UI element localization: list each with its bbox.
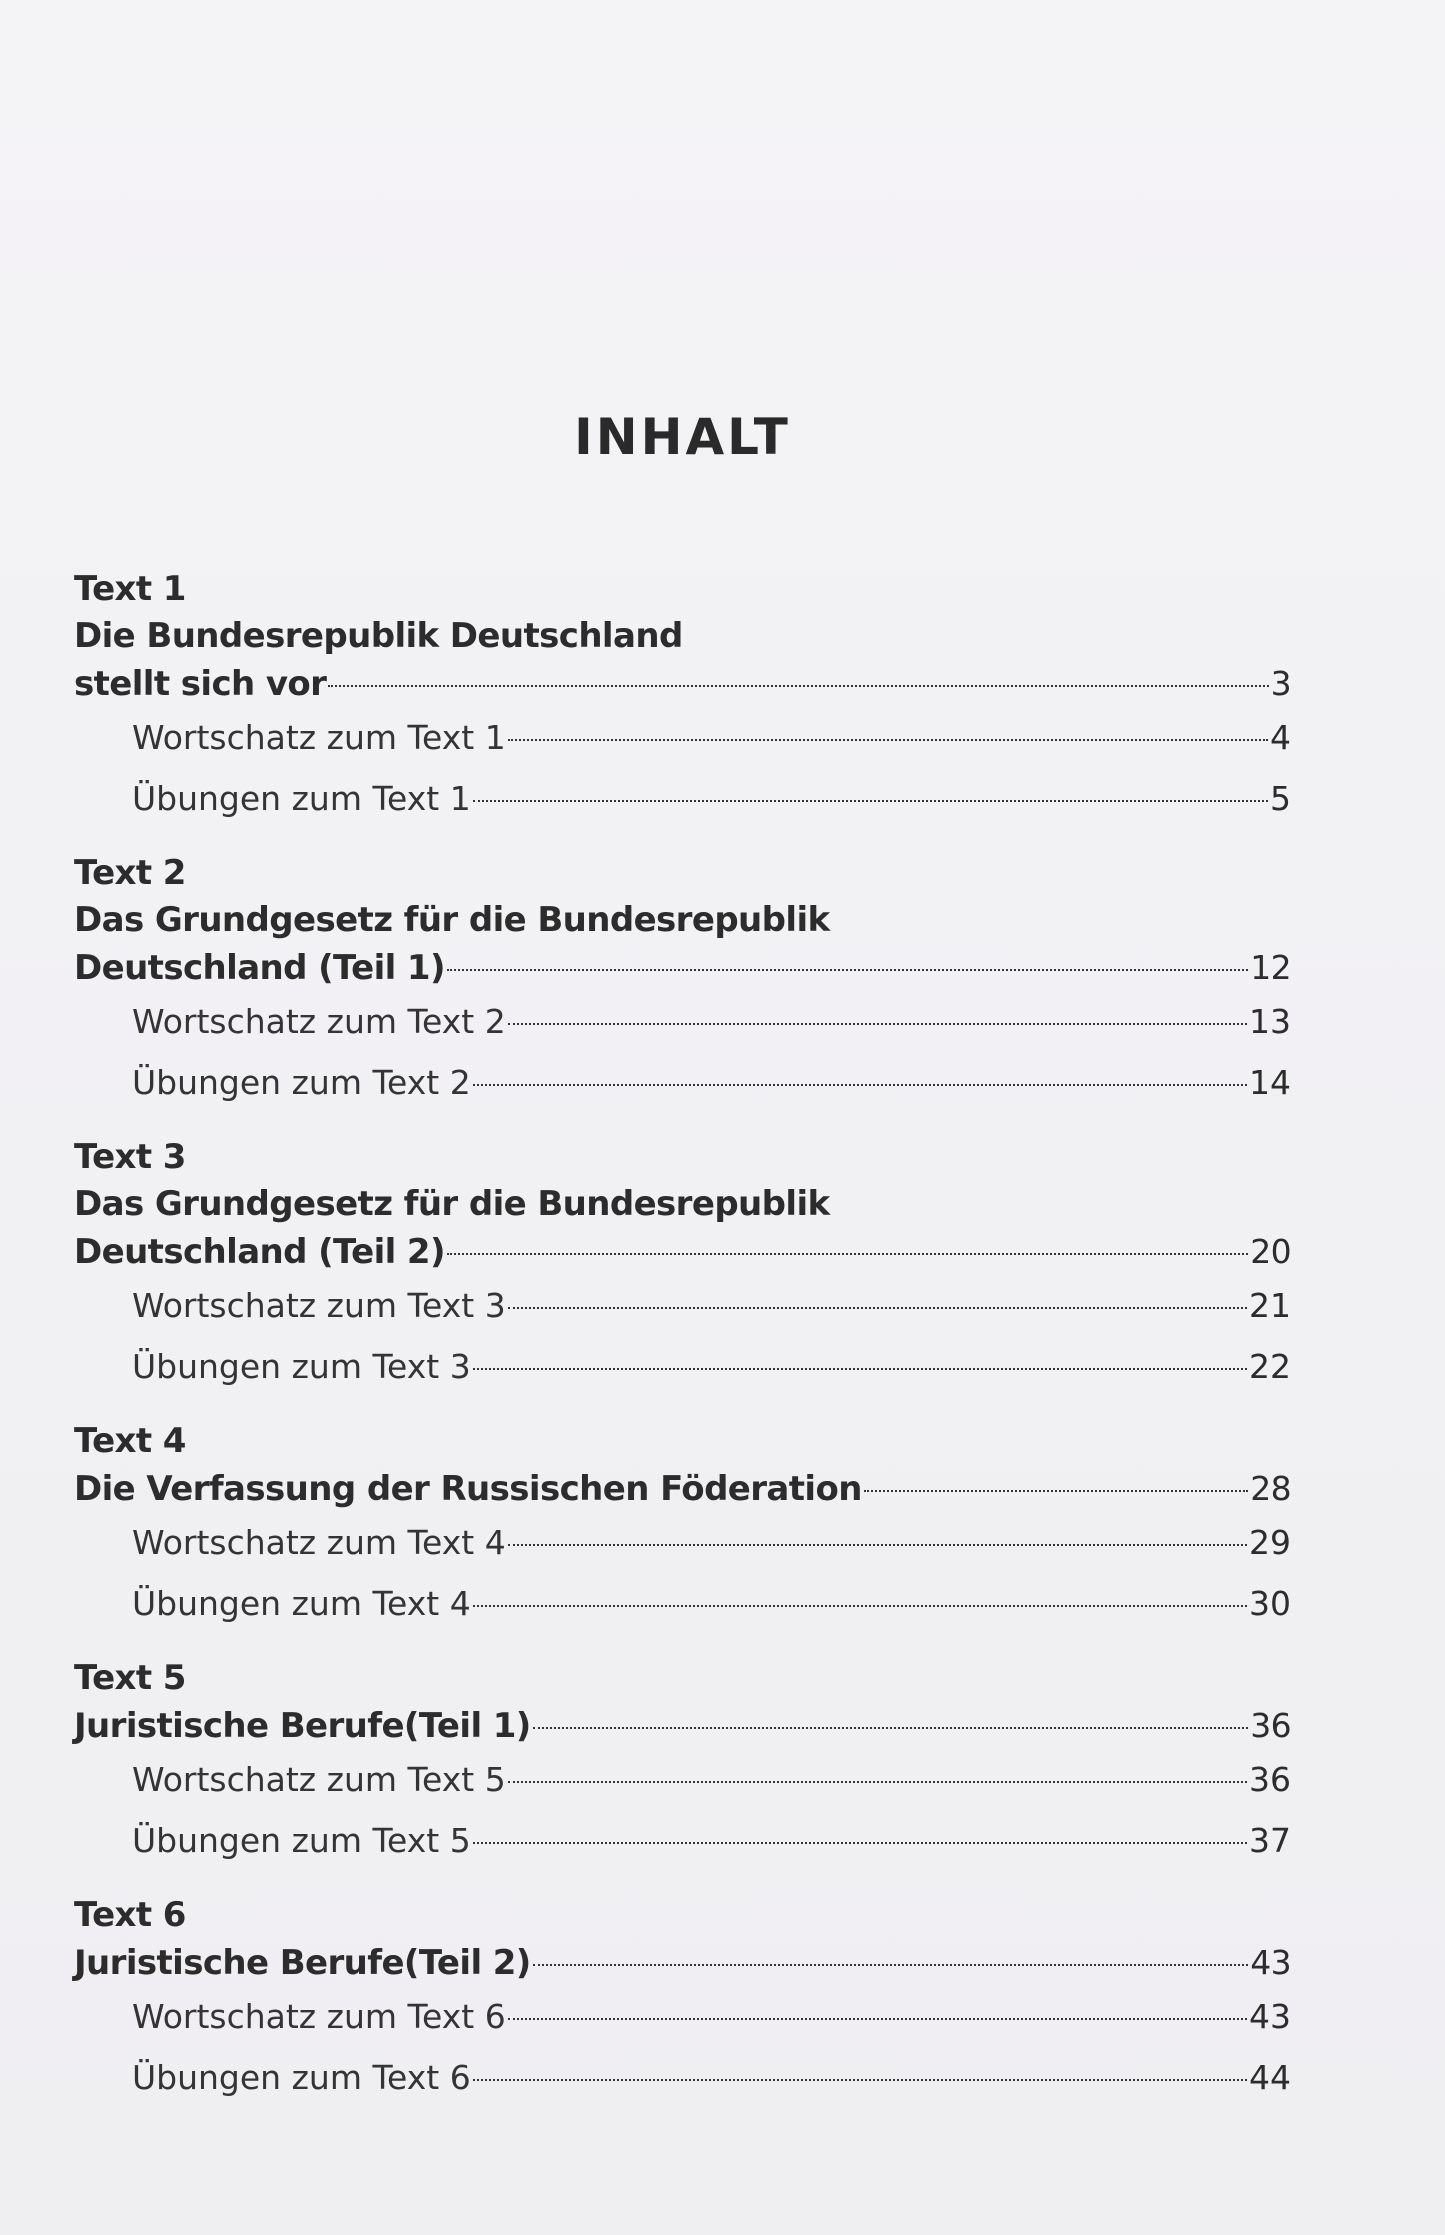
- page-number: 4: [1270, 718, 1291, 757]
- toc-subentry-text: Wortschatz zum Text 1: [132, 718, 506, 757]
- toc-entry: [74, 1892, 1291, 2108]
- toc-subentry-text: Übungen zum Text 6: [132, 2058, 471, 2097]
- page-number: 44: [1249, 2058, 1291, 2097]
- toc-subentry-text: Übungen zum Text 1: [132, 779, 471, 818]
- toc-subentry: [74, 1336, 1291, 1397]
- toc-entry-label: Text 6: [74, 1895, 186, 1935]
- dot-leader: [508, 1544, 1247, 1546]
- dot-leader: [508, 1781, 1247, 1783]
- dot-leader: [508, 739, 1268, 741]
- dot-leader: [447, 1253, 1248, 1255]
- toc-subentry: [74, 707, 1291, 768]
- dot-leader: [508, 1307, 1247, 1309]
- toc-heading-row-text: Deutschland (Teil 2): [74, 1232, 445, 1272]
- toc-heading-line: Das Grundgesetz für die Bundesrepublik: [74, 900, 830, 940]
- dot-leader: [447, 969, 1248, 971]
- page-number: 30: [1249, 1584, 1291, 1623]
- toc-entry-label: Text 4: [74, 1421, 186, 1461]
- toc-subentry: [74, 1512, 1291, 1573]
- page-number: 37: [1249, 1821, 1291, 1860]
- toc-heading-row: [74, 1465, 1291, 1512]
- toc-subentries: [74, 1512, 1291, 1634]
- dot-leader: [508, 2018, 1247, 2020]
- toc-subentry-text: Wortschatz zum Text 6: [132, 1997, 506, 2036]
- page-number: 43: [1249, 1997, 1291, 2036]
- page-title: INHALT: [574, 408, 791, 466]
- page-number: 14: [1249, 1063, 1291, 1102]
- dot-leader: [533, 1727, 1248, 1729]
- toc-entry-heading: [74, 613, 1291, 707]
- toc-subentry-text: Übungen zum Text 4: [132, 1584, 471, 1623]
- page-number: 43: [1250, 1943, 1291, 1982]
- dot-leader: [473, 1368, 1247, 1370]
- toc-heading-row: [74, 1939, 1291, 1986]
- toc-subentry-text: Wortschatz zum Text 4: [132, 1523, 506, 1562]
- toc-subentries: [74, 1275, 1291, 1397]
- toc-heading-line: Das Grundgesetz für die Bundesrepublik: [74, 1184, 830, 1224]
- toc-subentry: [74, 1275, 1291, 1336]
- toc-entry-heading: [74, 1939, 1291, 1986]
- dot-leader: [864, 1490, 1248, 1492]
- dot-leader: [473, 1605, 1247, 1607]
- toc-subentry: [74, 1986, 1291, 2047]
- dot-leader: [473, 800, 1268, 802]
- dot-leader: [473, 1842, 1247, 1844]
- page-number: 13: [1249, 1002, 1291, 1041]
- toc-subentry: [74, 991, 1291, 1052]
- toc-subentry: [74, 2047, 1291, 2108]
- toc-subentries: [74, 1749, 1291, 1871]
- toc-heading-row-text: Juristische Berufe(Teil 2): [74, 1943, 531, 1983]
- page-number: 3: [1270, 664, 1291, 703]
- toc-entry-label: Text 2: [74, 853, 186, 893]
- toc-subentry: [74, 1749, 1291, 1810]
- page-number: 36: [1249, 1760, 1291, 1799]
- toc-subentry-text: Wortschatz zum Text 3: [132, 1286, 506, 1325]
- page-number: 28: [1250, 1469, 1291, 1508]
- toc-subentry: [74, 768, 1291, 829]
- page-number: 21: [1249, 1286, 1291, 1325]
- toc-heading-row-text: Juristische Berufe(Teil 1): [74, 1706, 531, 1746]
- toc-entry-heading: [74, 1465, 1291, 1512]
- toc-heading-row: [74, 660, 1291, 707]
- toc-subentries: [74, 991, 1291, 1113]
- toc-subentries: [74, 1986, 1291, 2108]
- toc-entry: [74, 850, 1291, 1113]
- dot-leader: [328, 685, 1268, 687]
- dot-leader: [473, 2079, 1247, 2081]
- dot-leader: [473, 1084, 1247, 1086]
- page-number: 22: [1249, 1347, 1291, 1386]
- toc-entry: [74, 1655, 1291, 1871]
- toc-subentry-text: Übungen zum Text 5: [132, 1821, 471, 1860]
- toc-subentry-text: Übungen zum Text 2: [132, 1063, 471, 1102]
- toc-subentry: [74, 1573, 1291, 1634]
- toc-heading-row-text: stellt sich vor: [74, 664, 327, 704]
- toc-entry-heading: [74, 1702, 1291, 1749]
- toc-entry-heading: [74, 1181, 1291, 1275]
- toc-heading-row: [74, 1228, 1291, 1275]
- toc-entry-label: Text 1: [74, 569, 186, 609]
- toc-subentry: [74, 1052, 1291, 1113]
- toc-entry-label: Text 3: [74, 1137, 186, 1177]
- page-number: 20: [1250, 1232, 1291, 1271]
- toc-entry: [74, 566, 1291, 829]
- toc-heading-line: Die Bundesrepublik Deutschland: [74, 616, 683, 656]
- toc-subentry-text: Wortschatz zum Text 5: [132, 1760, 506, 1799]
- page-number: 12: [1250, 948, 1291, 987]
- dot-leader: [508, 1023, 1247, 1025]
- toc-entry: [74, 1134, 1291, 1397]
- toc-heading-row-text: Deutschland (Teil 1): [74, 948, 445, 988]
- toc-entry-label: Text 5: [74, 1658, 186, 1698]
- page-number: 29: [1249, 1523, 1291, 1562]
- toc-heading-row-text: Die Verfassung der Russischen Föderation: [74, 1469, 862, 1509]
- dot-leader: [533, 1964, 1248, 1966]
- page-number: 5: [1270, 779, 1291, 818]
- toc-subentry: [74, 1810, 1291, 1871]
- toc-subentry-text: Übungen zum Text 3: [132, 1347, 471, 1386]
- table-of-contents: [74, 566, 1291, 2108]
- toc-subentry-text: Wortschatz zum Text 2: [132, 1002, 506, 1041]
- toc-subentries: [74, 707, 1291, 829]
- toc-heading-row: [74, 1702, 1291, 1749]
- toc-heading-row: [74, 944, 1291, 991]
- page-number: 36: [1250, 1706, 1291, 1745]
- toc-entry: [74, 1418, 1291, 1634]
- toc-entry-heading: [74, 897, 1291, 991]
